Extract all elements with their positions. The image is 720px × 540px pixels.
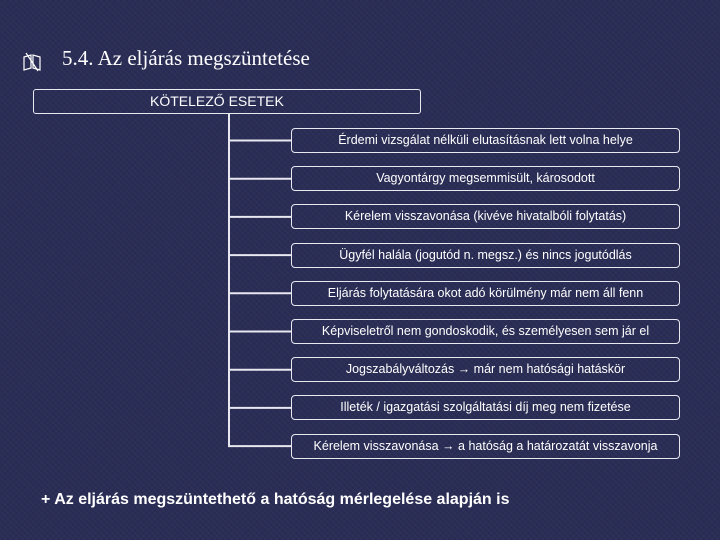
- case-box: Jogszabályváltozás → már nem hatósági hatáskör: [291, 357, 680, 382]
- case-box: Képviseletről nem gondoskodik, és személyesen sem jár el: [291, 319, 680, 344]
- case-box: Kérelem visszavonása (kivéve hivatalbóli folytatás): [291, 204, 680, 229]
- case-box: Érdemi vizsgálat nélküli elutasításnak lett volna helye: [291, 128, 680, 153]
- root-node-box: KÖTELEZŐ ESETEK: [33, 89, 421, 114]
- case-box: Vagyontárgy megsemmisült, károsodott: [291, 166, 680, 191]
- case-box: Illeték / igazgatási szolgáltatási díj meg nem fizetése: [291, 395, 680, 420]
- case-box: Eljárás folytatására okot adó körülmény már nem áll fenn: [291, 281, 680, 306]
- slide-title: 5.4. Az eljárás megszüntetése: [62, 46, 310, 70]
- case-box: Kérelem visszavonása → a hatóság a határozatát visszavonja: [291, 434, 680, 459]
- case-box: Ügyfél halála (jogutód n. megsz.) és nincs jogutódlás: [291, 243, 680, 268]
- footer-note: + Az eljárás megszüntethető a hatóság mérlegelése alapján is: [41, 491, 510, 508]
